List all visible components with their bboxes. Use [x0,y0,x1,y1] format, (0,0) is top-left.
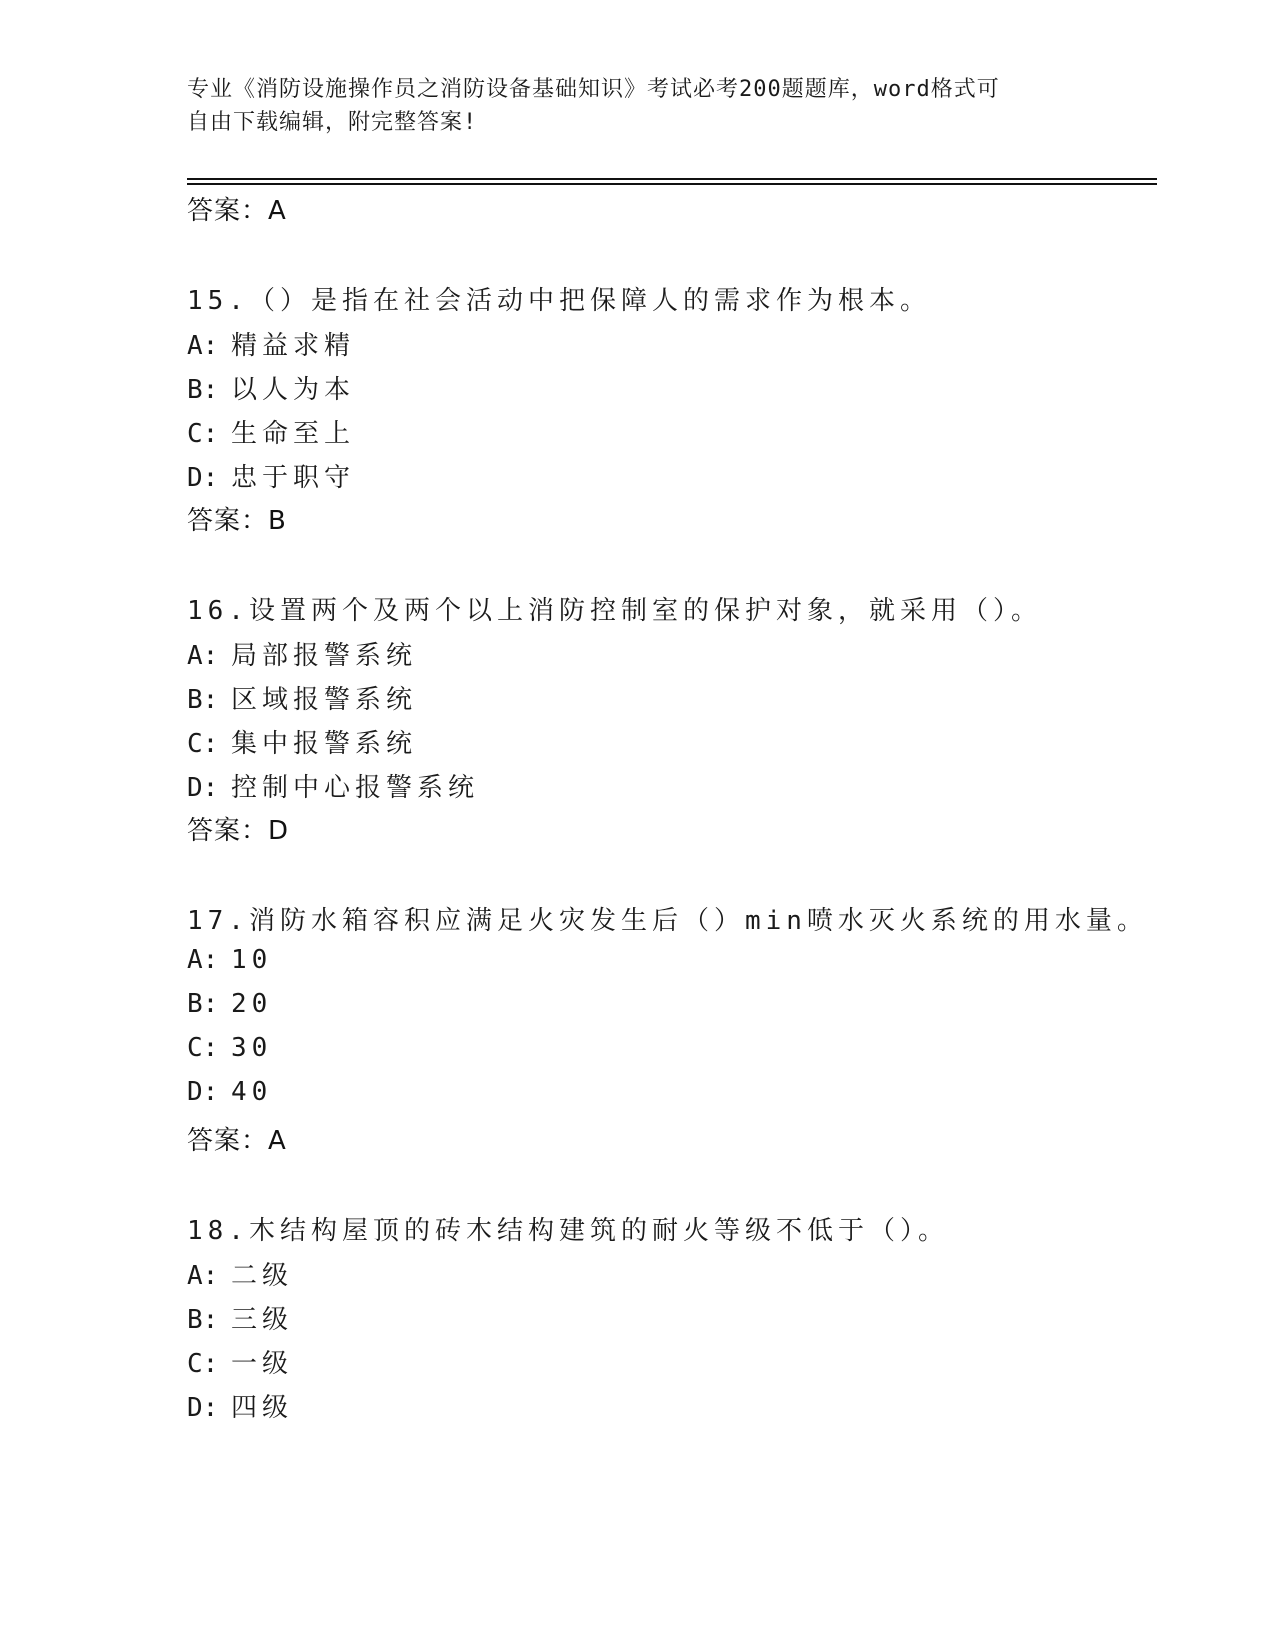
question-15-option-d [187,457,355,494]
option-text: 精益求精 [231,331,356,361]
option-key: D: [187,773,219,803]
option-text: 三级 [231,1305,294,1335]
option-key: A: [187,641,219,671]
option-key: C: [187,419,219,449]
option-key: C: [187,1033,219,1063]
question-16-option-d [187,767,479,804]
question-15-answer: 答案：B [187,506,287,536]
question-16-option-b [187,679,417,716]
option-key: C: [187,729,219,759]
question-17-stem: 17.消防水箱容积应满足火灾发生后（）min喷水灭火系统的用水量。 [187,906,1148,936]
header-rule-top [187,178,1157,180]
option-key: B: [187,1305,219,1335]
option-text: 生命至上 [231,419,356,449]
option-text: 四级 [231,1393,294,1423]
option-text: 局部报警系统 [231,641,418,671]
question-16-option-a [187,635,417,672]
question-18-option-d [187,1387,293,1424]
option-text: 10 [231,945,273,975]
option-key: B: [187,989,219,1019]
option-key: D: [187,463,219,493]
option-text: 一级 [231,1349,294,1379]
question-18-stem: 18.木结构屋顶的砖木结构建筑的耐火等级不低于（）。 [187,1216,949,1246]
option-key: D: [187,1077,219,1107]
question-15-option-c [187,413,355,450]
option-text: 以人为本 [231,375,356,405]
question-18-option-c [187,1343,293,1380]
question-15-option-b [187,369,355,406]
option-text: 区域报警系统 [231,685,418,715]
question-17-option-d [187,1077,272,1107]
document-header [187,73,1067,139]
question-18-option-a [187,1255,293,1292]
option-text: 20 [231,989,273,1019]
option-key: B: [187,685,219,715]
question-17-option-c [187,1033,272,1063]
question-17-option-a [187,945,272,975]
question-16-stem: 16.设置两个及两个以上消防控制室的保护对象，就采用（）。 [187,596,1042,626]
option-text: 集中报警系统 [231,729,418,759]
option-text: 忠于职守 [231,463,356,493]
question-17-option-b [187,989,272,1019]
question-18-option-b [187,1299,293,1336]
option-key: A: [187,945,219,975]
answer-previous: 答案：A [187,196,287,226]
header-line-1: 专业《消防设施操作员之消防设备基础知识》考试必考200题题库，word格式可 [187,77,1000,102]
option-text: 30 [231,1033,273,1063]
option-text: 控制中心报警系统 [231,773,480,803]
option-key: A: [187,1261,219,1291]
option-key: C: [187,1349,219,1379]
question-15-option-a [187,325,355,362]
question-17-answer: 答案：A [187,1126,287,1156]
question-15-stem: 15.（）是指在社会活动中把保障人的需求作为根本。 [187,286,931,316]
header-line-2: 自由下载编辑，附完整答案! [187,110,478,135]
question-16-option-c [187,723,417,760]
option-key: D: [187,1393,219,1423]
question-16-answer: 答案：D [187,816,290,846]
option-text: 二级 [231,1261,294,1291]
option-key: A: [187,331,219,361]
option-text: 40 [231,1077,273,1107]
header-rule-bottom [187,183,1157,185]
option-key: B: [187,375,219,405]
